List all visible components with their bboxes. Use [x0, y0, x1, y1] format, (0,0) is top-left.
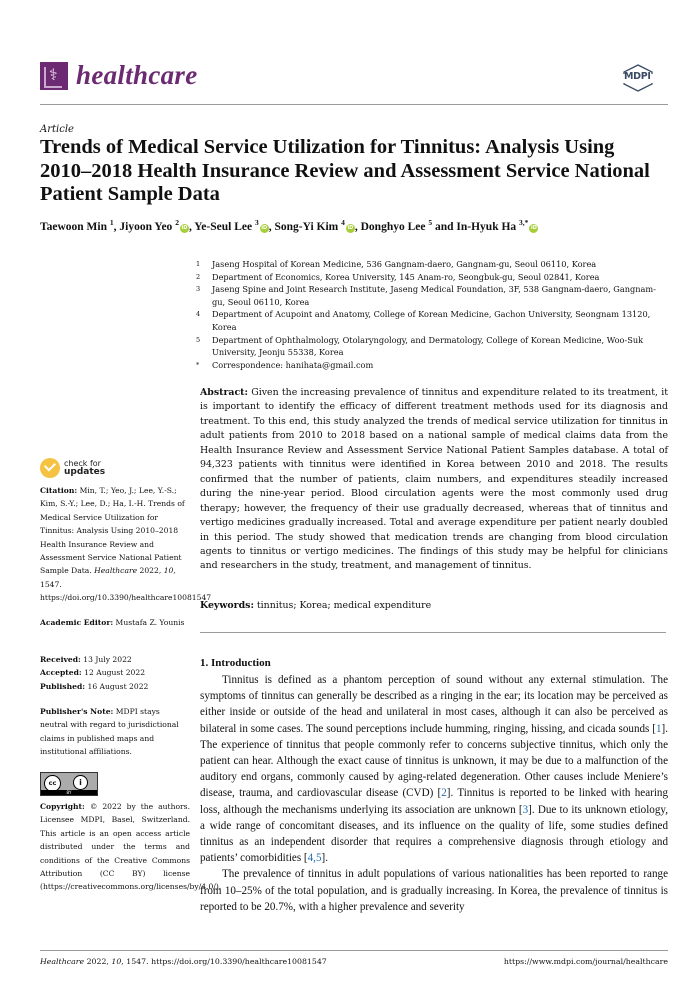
affiliation-number: 1	[196, 260, 201, 268]
reference-link[interactable]: 3	[522, 803, 529, 816]
orcid-icon[interactable]: iD	[261, 224, 268, 231]
affiliation-item	[196, 258, 666, 271]
mdpi-text: MDPI	[624, 71, 651, 82]
publisher-note: Publisher's Note: MDPI stays neutral with regard to jurisdictional claims in published maps and institutional affiliations.	[40, 707, 179, 757]
author-name: Song-Yi Kim $^4$	[274, 218, 345, 233]
paragraph: Tinnitus is defined as a phantom perception of sound without any external stimulation. The symptoms of tinnitus can generally be described as a ringing in the ear; its location may be perceived as either inside or outside of the head and unilateral in most cases, although it can also be perceived as bilateral in some cases. The sound perceptions include humming, ringing, hissing, and cicada sounds [1]. The experience of tinnitus that people commonly refer to concerns subjective tinnitus, which only the patient can hear. Although the exact cause of tinnitus is unknown, it may be due to a malfunction of the auditory end organs, commonly caused by aging-related degeneration. Other causes include Meniere’s disease, trauma, and cardiovascular disease (CVD) [2]. Tinnitus is reported to be linked with hearing loss, although the mechanisms underlying its association are unknown [3]. Due to its unknown etiology, a wide range of concomitant diseases, and its influence on the quality of life, some studies defined tinnitus as an independent disorder that requires a comprehensive diagnosis through etiology and patients’ comorbidities [4,5].	[200, 674, 668, 865]
affiliation-number: 5	[196, 335, 201, 344]
journal-url-link[interactable]: https://www.mdpi.com/journal/healthcare	[503, 957, 668, 966]
copyright: Copyright: © 2022 by the authors. Licensee MDPI, Basel, Switzerland. This article is an open access article distributed under the terms and conditions of the Creative Commons Attribution (CC BY) license (https://creativecommons.org/licenses/by/4.0/).	[40, 802, 222, 892]
affiliation-item	[196, 308, 666, 333]
by-label: BY	[41, 790, 97, 795]
author-list: Taewoon Min $^1$, Jiyoon Yeo $^2$iD , Ye-Seul Lee $^3$iD , Song-Yi Kim $^4$iD , Donghyo Lee $^5$ and In-Hyuk Ha $^{3,*}$iD	[40, 218, 537, 233]
orcid-icon[interactable]: iD	[347, 224, 354, 231]
author-name: Donghyo Lee $^5$	[360, 218, 433, 233]
introduction-body	[200, 672, 668, 915]
affiliation-item	[196, 283, 666, 308]
citation-doi-link[interactable]: 1547. https://doi.org/10.3390/healthcare10081547	[40, 579, 212, 603]
dates	[40, 653, 190, 693]
keywords-text: tinnitus; Korea; medical expenditure	[256, 600, 432, 611]
affiliation-item	[196, 359, 666, 372]
affiliation-marker: 3	[254, 218, 259, 227]
affiliation-marker: 1	[109, 218, 114, 227]
footer-divider	[40, 950, 668, 951]
affiliation-number: 4	[196, 310, 201, 319]
affiliation-number: *	[196, 360, 200, 369]
affiliation-text: Department of Ophthalmology, Otolaryngology, and Dermatology, College of Korean Medicine, Woo-Suk University, Jeonju 55338, Korea	[212, 334, 644, 358]
affiliation-text: Department of Acupoint and Anatomy, College of Korean Medicine, Gachon University, Seongnam 13120, Korea	[212, 309, 651, 332]
check-for-updates-button[interactable]	[40, 458, 105, 478]
abstract-text: Given the increasing prevalence of tinnitus and expenditure related to its treatment, it is important to identify the efficacy of different treatment methods used for its diagnosis and treatment. To this end, this study analyzed the trends of medical service utilization for tinnitus in adult patients from 2010 to 2018 based on a national sample of medical claims data from the Health Insurance Review and Assessment Service National Patient Samples database. A total of 94,323 patients with tinnitus were identified in Korea between 2010 and 2018. The results confirmed that the number of patients, claim numbers, and expenditures steadily increased during the nine-year period. Blood circulation agents were the most commonly used drug therapy; however, the frequency of their use gradually decreased, whereas that of tinnitus and vertigo medicines gradually increased. Total and average expenditure per patient nearly doubled in this period. The study showed that medication trends are changing from blood circulation agents to tinnitus or vertigo medicines. The findings of this study may be helpful for clinicians and researchers in the study, treatment, and management of tinnitus.	[200, 387, 669, 572]
affiliation-number: 2	[196, 272, 201, 281]
affiliation-marker: 4	[341, 218, 345, 227]
affiliation-item	[196, 334, 666, 359]
accepted-date: Accepted: 12 August 2022	[40, 668, 146, 678]
check-updates-label: check for updates	[64, 458, 106, 477]
mdpi-logo	[622, 64, 654, 90]
abstract	[200, 386, 668, 574]
author-name: Ye-Seul Lee $^3$	[194, 218, 259, 233]
affiliations	[196, 258, 666, 371]
section-heading: 1. Introduction	[200, 657, 271, 669]
keywords	[200, 600, 668, 611]
caduceus-icon: ⚕	[49, 65, 58, 84]
journal-logo	[40, 62, 68, 90]
orcid-icon[interactable]: iD	[181, 224, 188, 231]
orcid-icon[interactable]: iD	[530, 224, 537, 231]
academic-editor: Academic Editor: Mustafa Z. Younis	[40, 618, 185, 627]
header-divider	[40, 104, 668, 105]
affiliation-marker: 5	[428, 218, 433, 227]
attribution-person-icon: i	[73, 775, 88, 790]
published-date: Published: 16 August 2022	[40, 681, 149, 691]
affiliation-marker: 2	[175, 218, 179, 227]
creative-commons-icon: cc	[44, 775, 61, 792]
received-date: Received: 13 July 2022	[40, 655, 132, 664]
affiliation-text: Jaseng Hospital of Korean Medicine, 536 Gangnam-daero, Gangnam-gu, Seoul 06110, Korea	[212, 259, 597, 269]
keywords-label: Keywords:	[200, 600, 254, 611]
reference-link[interactable]: 2	[441, 787, 447, 800]
footer-citation: Healthcare 2022, 10, 1547. https://doi.org/10.3390/healthcare10081547	[40, 957, 327, 966]
author-name: In-Hyuk Ha $^{3,*}$	[456, 218, 529, 233]
affiliation-text: Correspondence: hanihata@gmail.com	[212, 359, 374, 370]
journal-name: healthcare	[76, 60, 198, 90]
abstract-divider	[200, 632, 666, 633]
paragraph: The prevalence of tinnitus in adult populations of various nationalities has been reported to range from 10–25% of the total population, and is gradually increasing. In Korea, the prevalence of tinnitus is reported to be 20.7%, with a higher prevalence and severity	[200, 868, 668, 913]
footer-doi-link[interactable]: 1547. https://doi.org/10.3390/healthcare10081547	[126, 957, 327, 966]
abstract-label: Abstract:	[200, 387, 248, 398]
affiliation-text: Department of Economics, Korea University, 145 Anam-ro, Seongbuk-gu, Seoul 02841, Korea	[212, 271, 600, 282]
affiliation-text: Jaseng Spine and Joint Research Institute, Jaseng Medical Foundation, 3F, 538 Gangnam-daero, Gangnam-gu, Seoul 06110, Korea	[212, 284, 656, 307]
affiliation-marker: 3,*	[519, 218, 529, 227]
article-type: Article	[40, 124, 74, 135]
checkmark-icon	[40, 458, 60, 478]
author-name: Jiyoon Yeo $^2$	[119, 218, 179, 233]
citation: Citation: Min, T.; Yeo, J.; Lee, Y.-S.; Kim, S.-Y.; Lee, D.; Ha, I.-H. Trends of Medical Service Utilization for Tinnitus: Analysis Using 2010–2018 Health Insurance Review and Assessment Service National Patient Sample Data. Healthcare 2022, 10, 1547. https://doi.org/10.3390/healthcare10081547	[40, 486, 212, 603]
reference-link[interactable]: 1	[655, 722, 662, 735]
reference-link[interactable]: 4,5	[307, 852, 322, 865]
affiliation-item	[196, 271, 666, 284]
affiliation-number: 3	[196, 285, 201, 294]
cc-by-license-badge[interactable]	[40, 772, 98, 796]
author-name: Taewoon Min $^1$	[40, 218, 114, 233]
article-title: Trends of Medical Service Utilization for Tinnitus: Analysis Using 2010–2018 Health Insurance Review and Assessment Service National Patient Sample Data	[40, 136, 650, 205]
